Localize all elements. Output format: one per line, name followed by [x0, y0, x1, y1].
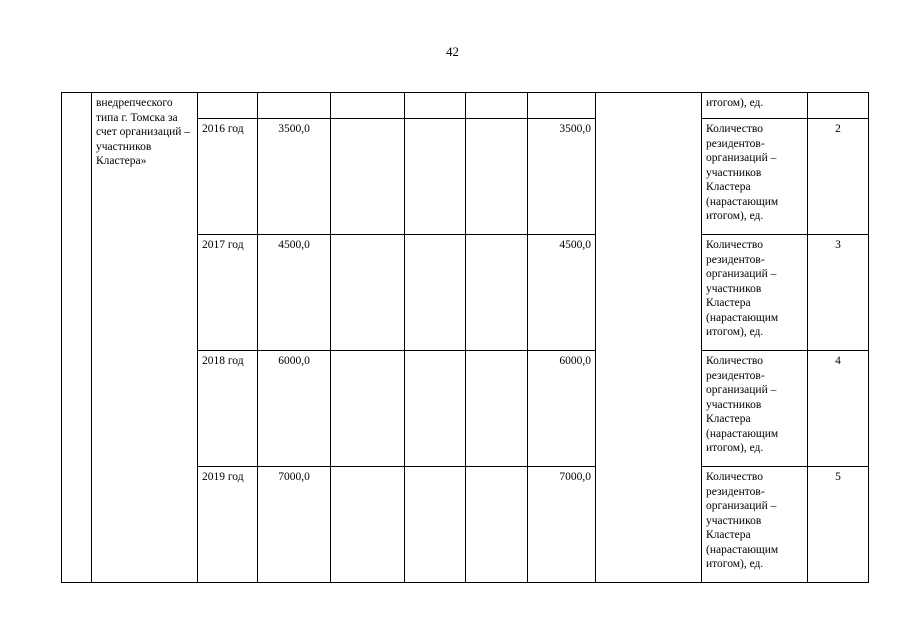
total-cell: 6000,0 — [258, 351, 331, 467]
total-cell: 4500,0 — [258, 235, 331, 351]
indicator-cell: Количество резидентов-организаций – участников Кластера (нарастающим итогом), ед. — [702, 119, 808, 235]
year-cell: 2019 год — [198, 467, 258, 583]
indicator-cell: итогом), ед. — [702, 93, 808, 119]
indicator-cell: Количество резидентов-организаций – участников Кластера (нарастающим итогом), ед. — [702, 351, 808, 467]
page-number: 42 — [446, 44, 459, 59]
indicator-cell: Количество резидентов-организаций – участников Кластера (нарастающим итогом), ед. — [702, 235, 808, 351]
year-cell: 2018 год — [198, 351, 258, 467]
year-cell: 2016 год — [198, 119, 258, 235]
other-sources-cell: 7000,0 — [528, 467, 596, 583]
table-row — [62, 93, 869, 119]
other-sources-cell: 4500,0 — [528, 235, 596, 351]
other-sources-cell: 3500,0 — [528, 119, 596, 235]
measure-name-text: внедрепческого типа г. Томска за счет организаций – участников Кластера» — [96, 97, 191, 167]
total-cell: 7000,0 — [258, 467, 331, 583]
indicator-value-cell: 4 — [808, 351, 869, 467]
indicator-cell: Количество резидентов-организаций – участников Кластера (нарастающим итогом), ед. — [702, 467, 808, 583]
measure-name-cell — [92, 93, 198, 583]
number-cell — [62, 93, 92, 583]
program-table — [61, 92, 869, 583]
indicator-value-cell: 2 — [808, 119, 869, 235]
other-sources-cell: 6000,0 — [528, 351, 596, 467]
year-cell: 2017 год — [198, 235, 258, 351]
indicator-value-cell: 5 — [808, 467, 869, 583]
total-cell: 3500,0 — [258, 119, 331, 235]
executor-cell — [596, 93, 702, 583]
indicator-value-cell: 3 — [808, 235, 869, 351]
